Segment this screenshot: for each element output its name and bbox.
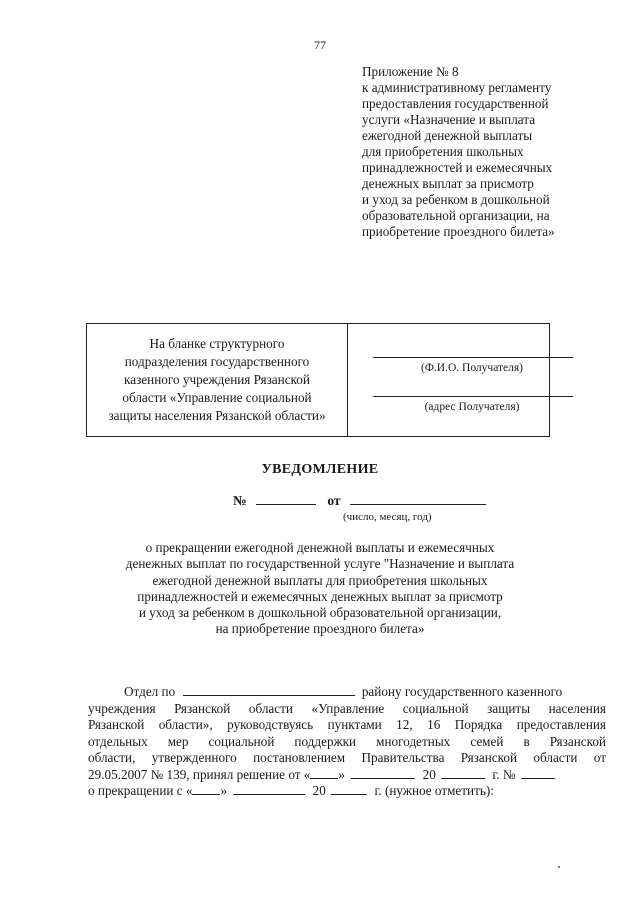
body-text: 20 <box>312 783 326 798</box>
body-text: 29.05.2007 № 139, принял решение от « <box>88 766 311 782</box>
body-text: Отдел по <box>124 684 176 699</box>
subject-line: о прекращении ежегодной денежной выплаты и ежемесячных <box>145 540 495 555</box>
recipient-address-caption: (адрес Получателя) <box>424 401 520 413</box>
stop-month-blank <box>233 783 305 795</box>
subject-line: на приобретение проездного билета» <box>215 621 425 637</box>
body-line-3: Рязанской области», руководствуясь пунктами 12, 16 Порядка предоставления <box>88 717 606 732</box>
notice-number-line <box>233 492 486 509</box>
notice-title: УВЕДОМЛЕНИЕ <box>261 462 379 477</box>
recipient-address-line <box>373 396 573 397</box>
letterhead-frame <box>86 323 550 437</box>
decision-year-blank <box>441 767 485 779</box>
body-line-1 <box>88 684 606 701</box>
appendix-block <box>362 64 555 240</box>
body-text: району государственного казенного <box>361 684 563 699</box>
subject-line: принадлежностей и ежемесячных денежных выплат за присмотр <box>137 588 503 604</box>
appendix-line: денежных выплат за присмотр <box>362 176 534 191</box>
page-number: 77 <box>314 38 326 52</box>
body-text: г. (нужное отметить): <box>374 783 494 798</box>
appendix-line: приобретение проездного билета» <box>362 224 555 239</box>
letterhead-org-block <box>87 335 347 425</box>
subject-line: и уход за ребенком в дошкольной образовательной организации, <box>138 605 502 621</box>
recipient-name-caption: (Ф.И.О. Получателя) <box>421 362 523 374</box>
body-text: » <box>338 766 345 782</box>
district-blank <box>183 684 355 696</box>
body-text: г. № <box>492 766 516 782</box>
subject-line: денежных выплат по государственной услуге "Назначение и выплата <box>125 556 515 572</box>
frame-divider <box>347 324 348 436</box>
letterhead-line: подразделения государственного <box>124 354 310 369</box>
notice-subject <box>0 540 640 638</box>
appendix-line: и уход за ребенком в дошкольной <box>362 192 550 207</box>
letterhead-line: защиты населения Рязанской области» <box>108 408 326 423</box>
appendix-line: Приложение № 8 <box>362 64 459 79</box>
body-line-7 <box>88 783 606 800</box>
appendix-line: услуги «Назначение и выплата <box>362 112 536 127</box>
body-text: » <box>220 783 228 798</box>
appendix-line: предоставления государственной <box>362 96 549 111</box>
appendix-line: к административному регламенту <box>362 80 552 95</box>
letterhead-line: казенного учреждения Рязанской <box>124 372 310 387</box>
stop-year-blank <box>331 783 367 795</box>
notice-body <box>88 684 606 800</box>
appendix-line: ежегодной денежной выплаты <box>362 128 533 143</box>
body-line-6 <box>88 767 606 784</box>
appendix-line: для приобретения школьных <box>362 144 524 159</box>
body-text: 20 <box>422 766 436 782</box>
from-label: от <box>327 493 341 508</box>
decision-day-blank <box>310 767 338 779</box>
recipient-name-line <box>373 357 573 358</box>
appendix-line: принадлежностей и ежемесячных <box>362 160 553 175</box>
body-line-5: области, утвержденного постановлением Правительства Рязанской области от <box>88 750 606 765</box>
body-line-2: учреждения Рязанской области «Управление социальной защиты населения <box>88 700 606 716</box>
number-blank <box>256 492 316 505</box>
scan-speck <box>558 866 560 868</box>
date-blank <box>350 492 486 505</box>
body-line-4: отдельных мер социальной поддержки многодетных семей в Рязанской <box>88 733 606 749</box>
letterhead-line: На бланке структурного <box>149 336 285 351</box>
stop-day-blank <box>192 783 220 795</box>
subject-line: ежегодной денежной выплаты для приобретения школьных <box>152 572 488 588</box>
date-hint: (число, месяц, год) <box>343 511 432 523</box>
decision-month-blank <box>351 767 415 779</box>
letterhead-line: области «Управление социальной <box>122 390 312 405</box>
body-text: о прекращении с « <box>88 783 193 798</box>
appendix-line: образовательной организации, на <box>362 208 550 223</box>
number-label: № <box>233 493 247 508</box>
decision-number-blank <box>521 767 555 779</box>
